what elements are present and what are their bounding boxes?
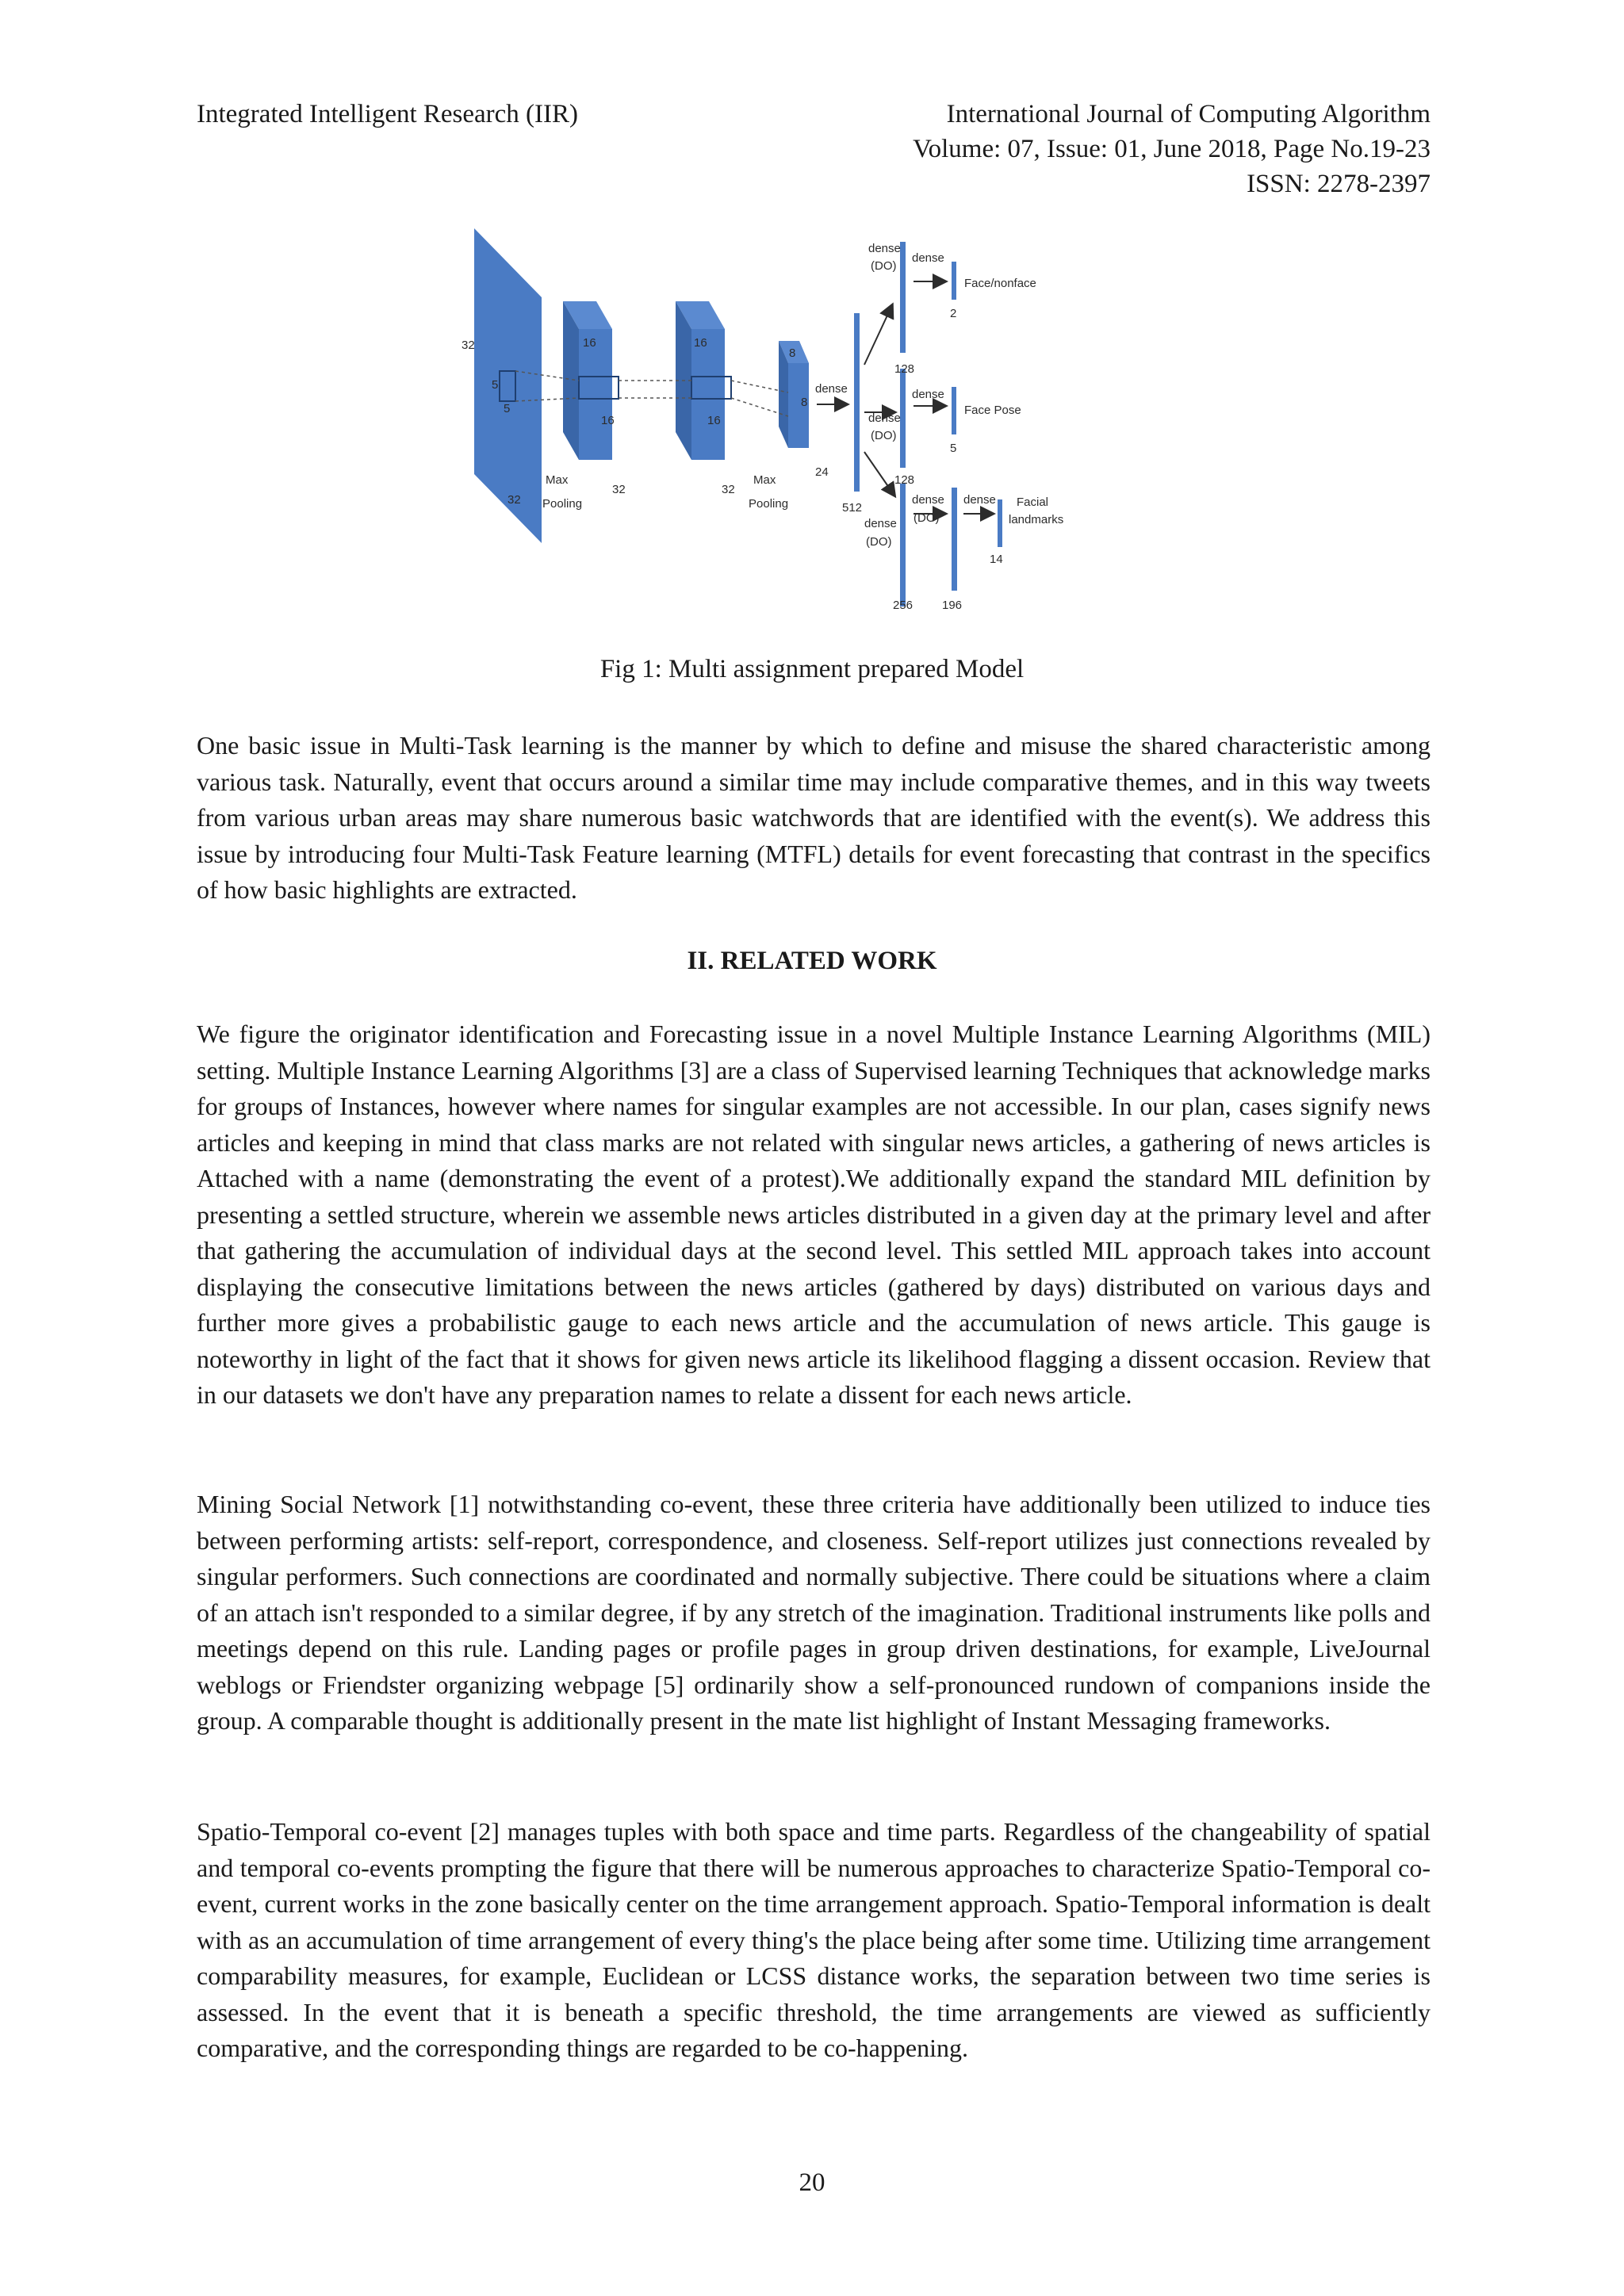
label-dense-512: 512 xyxy=(842,501,863,515)
label-conv2-mid: 16 xyxy=(707,414,721,427)
running-header-left: Integrated Intelligent Research (IIR) xyxy=(197,100,579,128)
branch-arrow-top xyxy=(864,305,892,365)
branch-arrow-bottom xyxy=(864,452,894,496)
pooling-connectors xyxy=(515,371,788,416)
dense-layer-256 xyxy=(900,484,906,607)
label-input-width: 32 xyxy=(508,493,521,507)
label-conv1-width: 32 xyxy=(612,483,626,496)
label-do-top: (DO) xyxy=(871,259,897,273)
label-conv3-width: 24 xyxy=(815,465,829,479)
figure-caption: Fig 1: Multi assignment prepared Model xyxy=(599,655,1025,683)
label-dense-top: dense xyxy=(868,242,901,255)
output-face-pose xyxy=(952,387,956,434)
section-heading: II. RELATED WORK xyxy=(687,947,937,975)
label-conv3-mid: 8 xyxy=(801,396,808,409)
dense-layer-512 xyxy=(854,313,860,492)
conv-block-1-front xyxy=(563,301,579,460)
label-2: 2 xyxy=(950,307,957,320)
label-input-height: 32 xyxy=(462,339,475,352)
label-dense-main: dense xyxy=(815,382,848,396)
dense-layer-196 xyxy=(952,488,957,591)
label-pooling-1: Pooling xyxy=(542,497,583,511)
label-dense-top2: dense xyxy=(912,251,944,265)
label-14: 14 xyxy=(990,553,1003,566)
output-landmarks xyxy=(998,499,1002,547)
label-5: 5 xyxy=(950,442,957,455)
label-do-mid: (DO) xyxy=(871,429,897,442)
label-kernel-2: 5 xyxy=(504,402,511,415)
dense-layer-128-mid xyxy=(900,369,906,468)
label-128-top: 128 xyxy=(894,362,915,376)
journal-title: International Journal of Computing Algorithm xyxy=(946,100,1431,128)
label-conv1-mid: 16 xyxy=(601,414,615,427)
dense-layer-128-top xyxy=(900,242,906,353)
running-header-right xyxy=(913,97,1431,201)
label-conv1-top: 16 xyxy=(583,336,596,350)
issn: ISSN: 2278-2397 xyxy=(1247,170,1431,198)
label-dense-bottom3: dense xyxy=(963,493,996,507)
multi-task-model-figure xyxy=(460,222,1174,610)
label-maxpool-1: Max xyxy=(546,473,569,487)
label-dense-mid: dense xyxy=(868,411,901,425)
label-dense-bottom: dense xyxy=(864,517,897,530)
volume-info: Volume: 07, Issue: 01, June 2018, Page No.19-23 xyxy=(913,135,1431,163)
label-do-bottom: (DO) xyxy=(866,535,892,549)
label-facial: Facial xyxy=(1017,496,1049,509)
label-conv2-width: 32 xyxy=(722,483,735,496)
label-do-bottom2: (DO) xyxy=(914,511,940,525)
paragraph-intro: One basic issue in Multi-Task learning is the manner by which to define and misuse the shared characteristic among various task. Naturally, event that occurs around a similar time may include comparative themes, and in this way tweets from various urban areas may share numerous basic watchwords that are identified with the event(s). We address this issue by introducing four Multi-Task Feature learning (MTFL) details for event forecasting that contrast in the specifics of how basic highlights are extracted. xyxy=(197,731,1431,904)
label-128-mid: 128 xyxy=(894,473,915,487)
label-conv2-top: 16 xyxy=(694,336,707,350)
label-dense-mid2: dense xyxy=(912,388,944,401)
label-face-pose: Face Pose xyxy=(964,404,1021,417)
label-kernel-1: 5 xyxy=(492,378,499,392)
label-196: 196 xyxy=(942,599,963,610)
paragraph-social-network: Mining Social Network [1] notwithstanding co-event, these three criteria have additionally been utilized to induce ties between performing artists: self-report, correspondence, and closeness. Self-report utilizes just connections revealed by singular performers. Such connections are coordinated and normally subjective. There could be situations where a claim of an attach isn't responded to a similar degree, if by any stretch of the imagination. Traditional instruments like polls and meetings depend on this rule. Landing pages or profile pages in group driven destinations, for example, LiveJournal weblogs or Friendster organizing webpage [5] ordinarily show a self-pronounced rundown of companions inside the group. A comparable thought is additionally present in the mate list highlight of Instant Messaging frameworks. xyxy=(197,1490,1431,1735)
paragraph-mil: We figure the originator identification and Forecasting issue in a novel Multiple Instance Learning Algorithms (MIL) setting. Multiple Instance Learning Algorithms [3] are a class of Supervised learning Techniques that acknowledge marks for groups of Instances, however where names for singular examples are not accessible. In our plan, cases signify news articles and keeping in mind that class marks are not related with singular news articles, a gathering of news articles is Attached with a name (demonstrating the event of a protest).We additionally expand the standard MIL definition by presenting a settled structure, wherein we assemble news articles distributed in a given day at the primary level and after that gathering the accumulation of individual days at the second level. This settled MIL approach takes into account displaying the consecutive limitations between the news articles (gathered by days) distributed on various days and further more gives a probabilistic gauge to each news article and the accumulation of news article. This gauge is noteworthy in light of the fact that it shows for given news article its likelihood flagging a dissent occasion. Review that in our datasets we don't have any preparation names to relate a dissent for each news article. xyxy=(197,1020,1431,1409)
label-landmarks: landmarks xyxy=(1009,513,1064,526)
page-number: 20 xyxy=(799,2168,825,2197)
label-conv3-top: 8 xyxy=(789,346,796,360)
label-dense-bottom2: dense xyxy=(912,493,944,507)
label-256: 256 xyxy=(893,599,914,610)
label-pooling-2: Pooling xyxy=(749,497,789,511)
label-maxpool-2: Max xyxy=(753,473,776,487)
output-face-nonface xyxy=(952,262,956,300)
label-face-nonface: Face/nonface xyxy=(964,277,1036,290)
paragraph-spatio-temporal: Spatio-Temporal co-event [2] manages tuples with both space and time parts. Regardless of the changeability of spatial and temporal co-events prompting the figure that there will be numerous approaches to characterize Spatio-Temporal co-event, current works in the zone basically center on the time arrangement approach. Spatio-Temporal information is dealt with as an accumulation of time arrangement of every thing's the place being after some time. Utilizing time arrangement comparability measures, for example, Euclidean or LCSS distance works, the separation between two time series is assessed. In the event that it is beneath a specific threshold, the time arrangements are viewed as sufficiently comparative, and the corresponding things are regarded to be co-happening. xyxy=(197,1817,1431,2062)
